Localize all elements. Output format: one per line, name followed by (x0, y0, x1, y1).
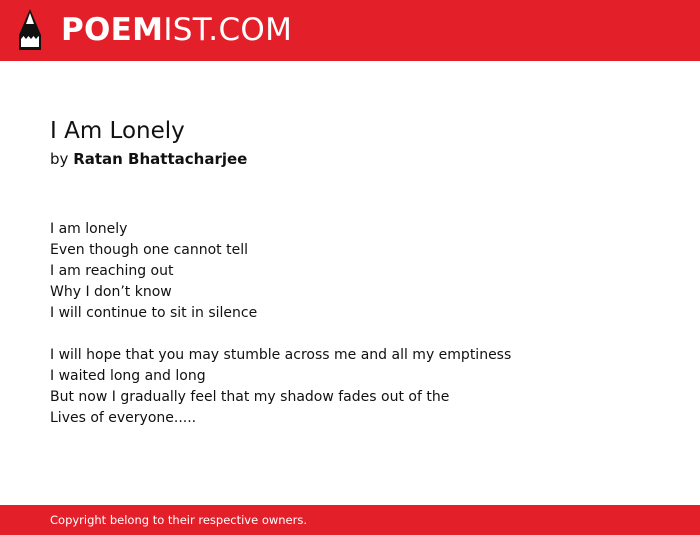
poem-line: I am reaching out (50, 263, 174, 279)
logo-text-light: IST.COM (163, 12, 293, 48)
poem-line: I am lonely (50, 221, 128, 237)
poem-stanza-2 (50, 345, 511, 429)
logo-text-bold: POEM (61, 12, 164, 48)
poem-title: I Am Lonely (50, 118, 185, 144)
site-logo[interactable] (61, 12, 292, 48)
poem-line: Lives of everyone..... (50, 410, 197, 426)
poem-line: I will hope that you may stumble across me and all my emptiness (50, 347, 512, 363)
site-header (0, 0, 700, 61)
poem-line: Even though one cannot tell (50, 242, 248, 258)
site-footer (0, 505, 700, 535)
author-name: Ratan Bhattacharjee (73, 150, 248, 168)
poem-line: I will continue to sit in silence (50, 305, 258, 321)
poem-byline (50, 149, 247, 169)
poem-stanza-1 (50, 219, 257, 324)
poem-line: Why I don’t know (50, 284, 172, 300)
pen-nib-icon[interactable] (17, 9, 43, 51)
poem-line: I waited long and long (50, 368, 206, 384)
copyright-notice: Copyright belong to their respective owners. (50, 513, 308, 527)
poem-line: But now I gradually feel that my shadow fades out of the (50, 389, 450, 405)
byline-prefix: by (50, 150, 69, 168)
